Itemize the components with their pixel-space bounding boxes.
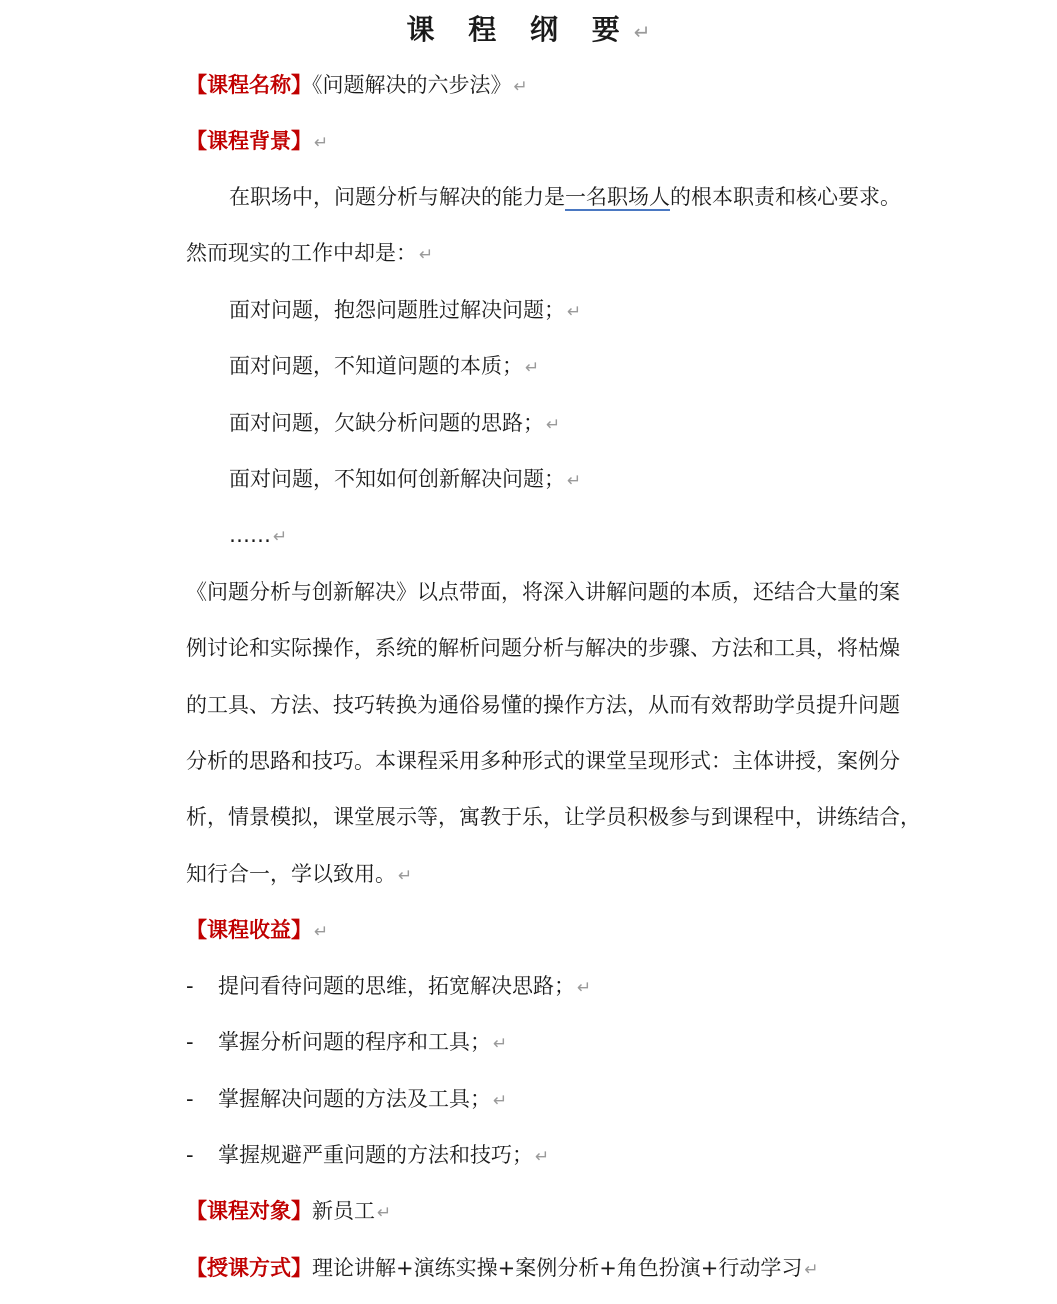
background-desc-line	[186, 802, 921, 832]
benefit-text: 提问看待问题的思维，拓宽解决思路；	[218, 974, 575, 998]
background-intro-line1	[229, 182, 901, 212]
intro-pre-text: 在职场中，问题分析与解决的能力是	[229, 185, 565, 209]
paragraph-mark-icon: ↵	[546, 415, 561, 435]
paragraph-mark-icon: ↵	[419, 245, 434, 265]
teaching-method-row	[186, 1253, 819, 1285]
course-name-value: 《问题解决的六步法》	[312, 73, 512, 97]
background-item-text: 面对问题，欠缺分析问题的思路；	[229, 411, 544, 435]
paragraph-mark-icon: ↵	[567, 302, 582, 322]
background-item	[229, 464, 581, 496]
bullet-dash: -	[186, 974, 194, 998]
paragraph-mark-icon: ↵	[633, 20, 651, 44]
background-desc-line	[186, 690, 900, 720]
paragraph-mark-icon: ↵	[513, 77, 528, 97]
background-item	[229, 520, 287, 552]
background-item	[229, 408, 560, 440]
paragraph-mark-icon: ↵	[493, 1034, 508, 1054]
bullet-dash: -	[186, 1143, 194, 1167]
background-item	[229, 295, 581, 327]
bullet-dash: -	[186, 1087, 194, 1111]
paragraph-mark-icon: ↵	[398, 866, 413, 886]
course-name-label: 【课程名称】	[186, 73, 312, 97]
benefit-text: 掌握分析问题的程序和工具；	[218, 1030, 491, 1054]
benefit-item	[186, 1027, 507, 1059]
desc-text: 知行合一，学以致用。	[186, 862, 396, 886]
background-item-text: 面对问题，抱怨问题胜过解决问题；	[229, 298, 565, 322]
bullet-dash: -	[186, 1030, 194, 1054]
background-item-text: ……	[229, 523, 271, 547]
desc-text: 例讨论和实际操作，系统的解析问题分析与解决的步骤、方法和工具，将枯燥	[186, 636, 900, 660]
intro-post-text: 的根本职责和核心要求。	[670, 185, 901, 209]
paragraph-mark-icon: ↵	[493, 1091, 508, 1111]
background-desc-line	[186, 633, 900, 663]
benefit-item	[186, 1140, 549, 1172]
course-benefits-heading	[186, 915, 328, 947]
desc-text: 的工具、方法、技巧转换为通俗易懂的操作方法，从而有效帮助学员提升问题	[186, 693, 900, 717]
background-intro-line2	[186, 238, 433, 270]
desc-text: 分析的思路和技巧。本课程采用多种形式的课堂呈现形式：主体讲授，案例分	[186, 749, 900, 773]
intro-underlined-text: 一名职场人	[565, 185, 670, 209]
benefit-text: 掌握规避严重问题的方法和技巧；	[218, 1143, 533, 1167]
page-title-text: 课 程 纲 要	[406, 13, 632, 46]
background-item	[229, 351, 539, 383]
course-audience-value: 新员工	[312, 1199, 375, 1223]
background-desc-line	[186, 746, 900, 776]
course-audience-row	[186, 1196, 391, 1228]
paragraph-mark-icon: ↵	[377, 1203, 392, 1223]
paragraph-mark-icon: ↵	[525, 358, 540, 378]
paragraph-mark-icon: ↵	[314, 133, 329, 153]
benefit-text: 掌握解决问题的方法及工具；	[218, 1087, 491, 1111]
paragraph-mark-icon: ↵	[804, 1260, 819, 1280]
paragraph-mark-icon: ↵	[535, 1147, 550, 1167]
course-audience-label: 【课程对象】	[186, 1199, 312, 1223]
background-desc-line	[186, 859, 412, 891]
course-background-label: 【课程背景】	[186, 129, 312, 153]
paragraph-mark-icon: ↵	[314, 922, 329, 942]
course-benefits-label: 【课程收益】	[186, 918, 312, 942]
teaching-method-value: 理论讲解+演练实操+案例分析+角色扮演+行动学习	[312, 1256, 803, 1280]
teaching-method-label: 【授课方式】	[186, 1256, 312, 1280]
desc-text: 析，情景模拟，课堂展示等，寓教于乐，让学员积极参与到课程中，讲练结合，	[186, 805, 921, 829]
paragraph-mark-icon: ↵	[567, 471, 582, 491]
course-background-heading	[186, 126, 328, 158]
background-item-text: 面对问题，不知道问题的本质；	[229, 354, 523, 378]
desc-text: 《问题分析与创新解决》以点带面，将深入讲解问题的本质，还结合大量的案	[186, 580, 900, 604]
paragraph-mark-icon: ↵	[577, 978, 592, 998]
page-title	[0, 12, 1057, 50]
paragraph-mark-icon: ↵	[273, 527, 288, 547]
background-desc-line	[186, 577, 900, 607]
course-name-row	[186, 70, 528, 102]
benefit-item	[186, 1084, 507, 1116]
intro-line2-text: 然而现实的工作中却是：	[186, 241, 417, 265]
background-item-text: 面对问题，不知如何创新解决问题；	[229, 467, 565, 491]
benefit-item	[186, 971, 591, 1003]
